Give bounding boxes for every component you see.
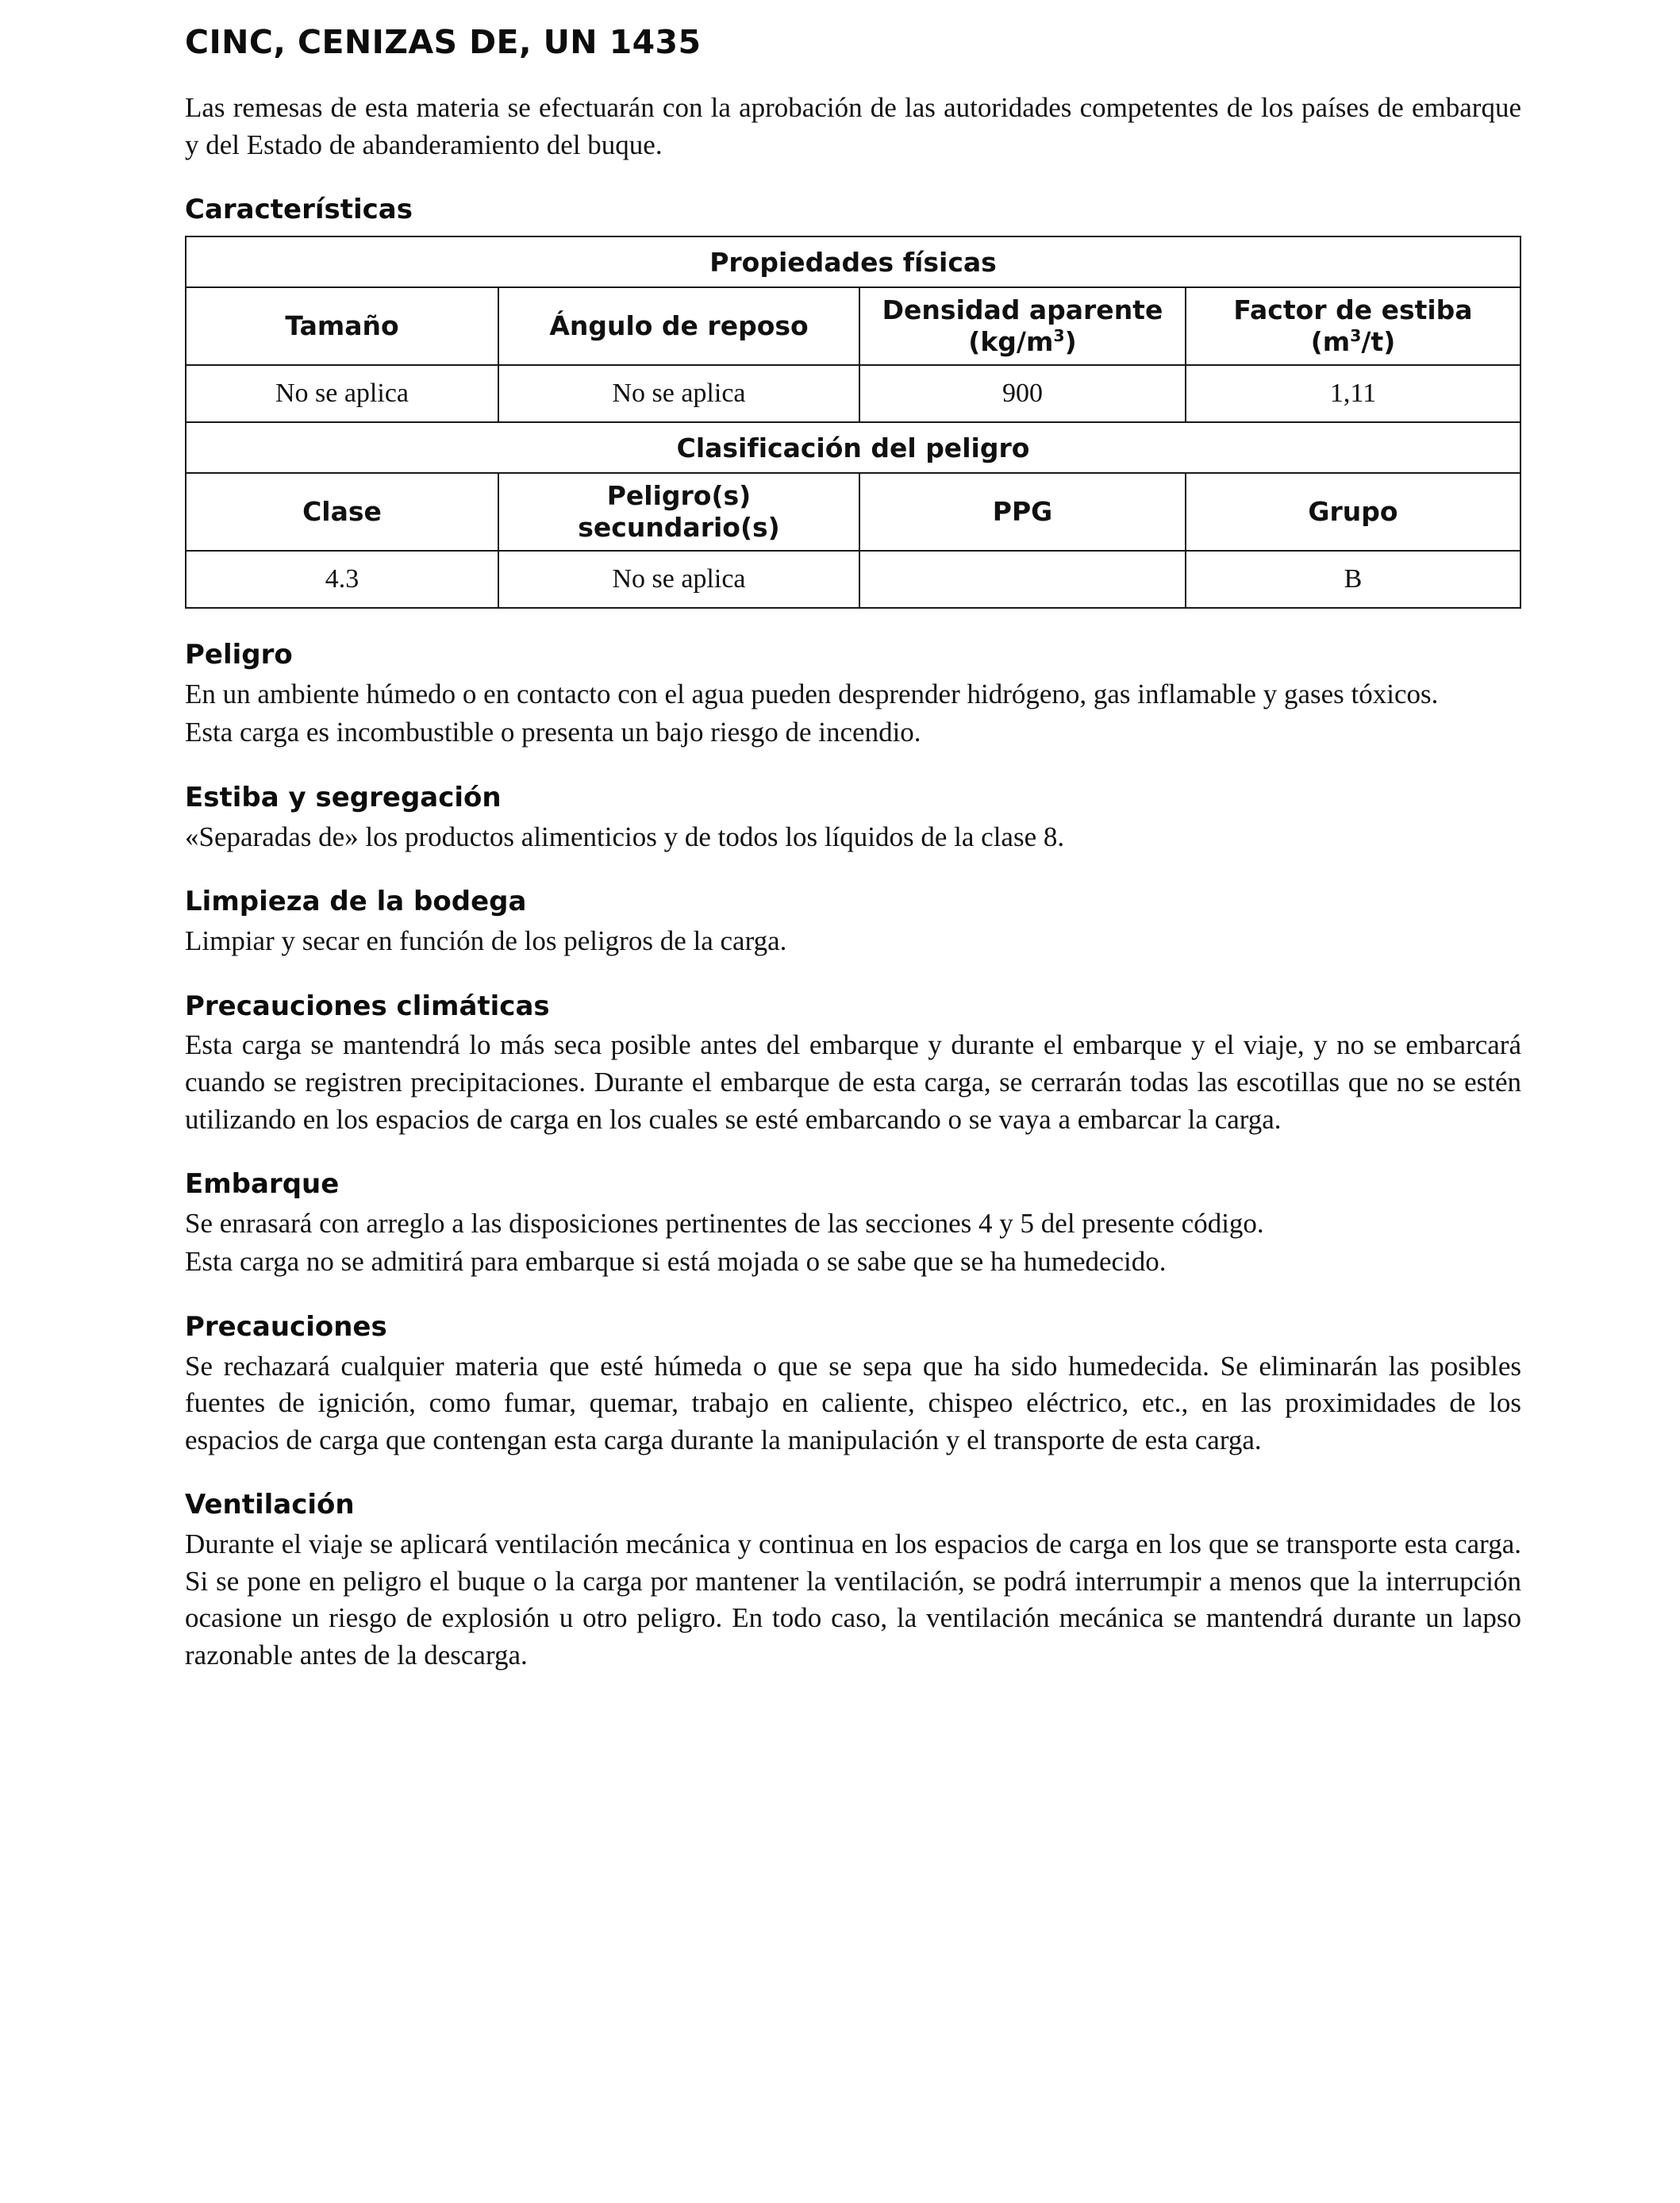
table-row-hazard-banner — [186, 422, 1520, 473]
header-factor-estiba — [1186, 287, 1520, 365]
table-row-physical-banner — [186, 236, 1520, 287]
hazard-classification-banner: Clasificación del peligro — [186, 422, 1520, 473]
section-precauciones — [185, 1311, 1521, 1459]
header-angulo-reposo — [498, 287, 859, 365]
document-content — [185, 24, 1521, 1674]
value-clase: 4.3 — [186, 551, 498, 608]
table-row-hazard-values — [186, 551, 1520, 608]
section-estiba-segregacion-paragraph-1: «Separadas de» los productos alimenticios y de todos los líquidos de la clase 8. — [185, 821, 1065, 852]
section-peligro-paragraph-1: En un ambiente húmedo o en contacto con el agua pueden desprender hidrógeno, gas inflamable y gases tóxicos. — [185, 678, 1439, 709]
section-precauciones-climaticas — [185, 990, 1521, 1138]
properties-table — [185, 236, 1521, 609]
value-ppg — [859, 551, 1186, 608]
header-densidad-aparente-units: $(kg/m^3)$ — [968, 326, 1077, 358]
intro-paragraph: Las remesas de esta materia se efectuarán con la aprobación de las autoridades competentes de los países de embarque y del Estado de abanderamiento del buque. — [185, 92, 1521, 160]
header-grupo-line1: Grupo — [1308, 496, 1398, 528]
header-peligro-secundario-line1: Peligro(s) — [606, 480, 752, 512]
value-grupo: B — [1186, 551, 1520, 608]
table-row-physical-headers — [186, 287, 1520, 365]
header-clase — [186, 473, 498, 551]
page-title: CINC, CENIZAS DE, UN 1435 — [185, 23, 702, 61]
value-peligro-secundario: No se aplica — [498, 551, 859, 608]
header-angulo-reposo-line1: Ángulo de reposo — [549, 310, 809, 342]
section-estiba-segregacion — [185, 782, 1521, 855]
value-densidad-aparente: 900 — [859, 365, 1186, 422]
section-heading-limpieza-bodega: Limpieza de la bodega — [185, 886, 527, 918]
header-densidad-aparente-line1: Densidad aparente — [882, 294, 1163, 326]
header-peligro-secundario-line2: secundario(s) — [578, 512, 780, 544]
section-heading-estiba-segregacion: Estiba y segregación — [185, 781, 502, 813]
characteristics-heading: Características — [185, 194, 413, 226]
header-tamano-line1: Tamaño — [285, 310, 399, 342]
section-ventilacion-paragraph-1: Durante el viaje se aplicará ventilación mecánica y continua en los espacios de carga en los que se transporte esta carga. Si se pone en peligro el buque o la carga por mantener la ventilación, se podrá interrumpir a menos que la interrupción ocasione un riesgo de explosión u otro peligro. En todo caso, la ventilación mecánica se mantendrá durante un lapso razonable antes de la descarga. — [185, 1528, 1521, 1671]
header-densidad-aparente — [859, 287, 1186, 365]
header-factor-estiba-line1: Factor de estiba — [1233, 294, 1473, 326]
value-tamano: No se aplica — [186, 365, 498, 422]
section-embarque — [185, 1168, 1521, 1281]
section-limpieza-bodega — [185, 886, 1521, 959]
section-heading-embarque: Embarque — [185, 1168, 340, 1201]
table-row-physical-values — [186, 365, 1520, 422]
section-peligro-paragraph-2: Esta carga es incombustible o presenta un bajo riesgo de incendio. — [185, 717, 921, 748]
section-heading-ventilacion: Ventilación — [185, 1489, 355, 1521]
section-heading-precauciones-climaticas: Precauciones climáticas — [185, 990, 550, 1022]
section-precauciones-climaticas-paragraph-1: Esta carga se mantendrá lo más seca posible antes del embarque y durante el embarque y el viaje, y no se embarcará cuando se registren precipitaciones. Durante el embarque de esta carga, se cerrarán todas las escotillas que no se estén utilizando en los espacios de carga en los cuales se esté embarcando o se vaya a embarcar la carga. — [185, 1029, 1521, 1135]
header-ppg — [859, 473, 1186, 551]
section-heading-precauciones: Precauciones — [185, 1310, 387, 1343]
value-factor-estiba: 1,11 — [1186, 365, 1520, 422]
header-ppg-line1: PPG — [992, 496, 1053, 528]
header-grupo — [1186, 473, 1520, 551]
value-angulo-reposo: No se aplica — [498, 365, 859, 422]
section-peligro — [185, 639, 1521, 752]
section-embarque-paragraph-1: Se enrasará con arreglo a las disposiciones pertinentes de las secciones 4 y 5 del presente código. — [185, 1207, 1264, 1239]
section-ventilacion — [185, 1489, 1521, 1674]
section-heading-peligro: Peligro — [185, 639, 293, 671]
header-factor-estiba-units: $(m^3/t)$ — [1310, 326, 1396, 358]
header-clase-line1: Clase — [302, 496, 382, 528]
physical-properties-banner: Propiedades físicas — [186, 236, 1520, 287]
section-precauciones-paragraph-1: Se rechazará cualquier materia que esté húmeda o que se sepa que ha sido humedecida. Se eliminarán las posibles fuentes de ignición, como fumar, quemar, trabajo en caliente, chispeo eléctrico, etc., en las proximidades de los espacios de carga que contengan esta carga durante la manipulación y el transporte de esta carga. — [185, 1350, 1521, 1455]
header-peligro-secundario — [498, 473, 859, 551]
section-embarque-paragraph-2: Esta carga no se admitirá para embarque si está mojada o se sabe que se ha humedecido. — [185, 1246, 1167, 1278]
table-row-hazard-headers — [186, 473, 1520, 551]
section-limpieza-bodega-paragraph-1: Limpiar y secar en función de los peligros de la carga. — [185, 925, 787, 957]
header-tamano — [186, 287, 498, 365]
